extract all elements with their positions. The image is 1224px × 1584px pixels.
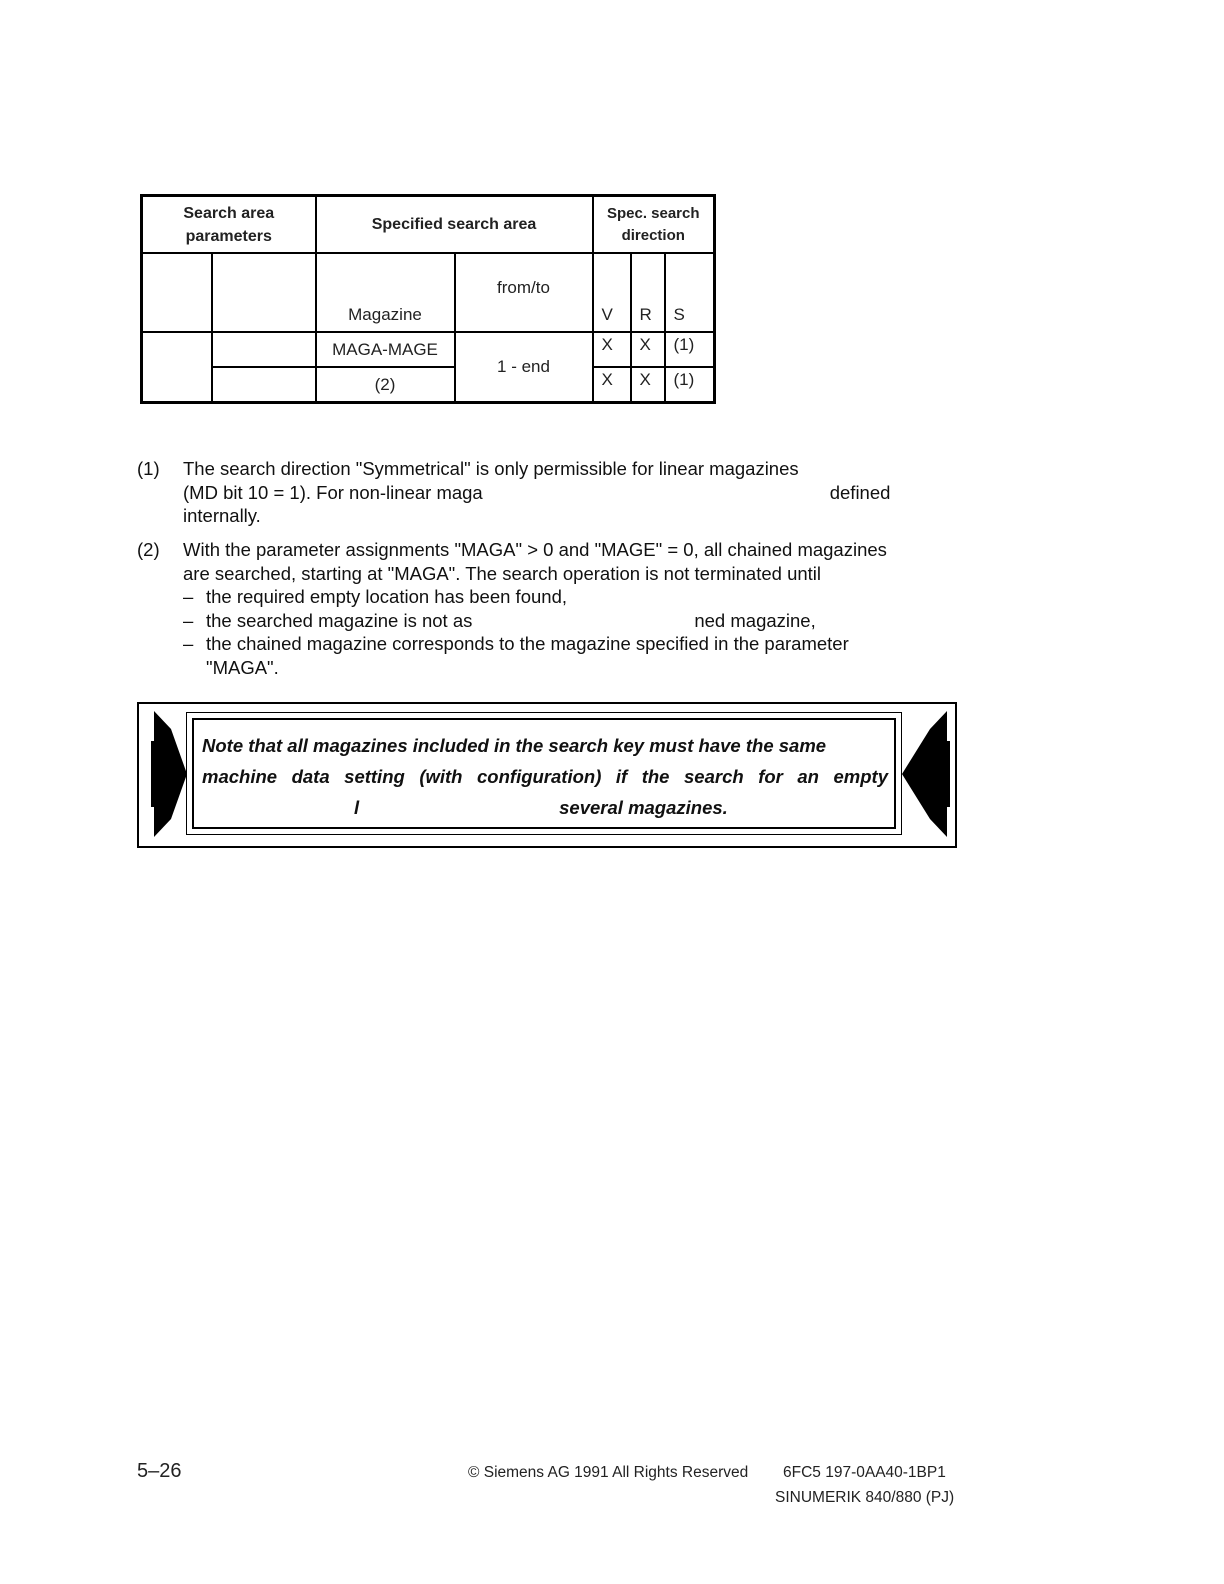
cell-range: 1 - end [455, 332, 593, 403]
list-item-continuation: "MAGA". [206, 656, 279, 678]
header-search-area-parameters: Search area parameters [142, 196, 316, 254]
empty-cell [212, 253, 316, 332]
notice-box [137, 702, 957, 848]
empty-cell [212, 332, 316, 367]
header-specified-search-area: Specified search area [316, 196, 593, 254]
cell-s: (1) [665, 332, 715, 367]
footnote-text: With the parameter assignments "MAGA" > 0 and "MAGE" = 0, all chained magazines [183, 539, 887, 560]
table-row [142, 332, 715, 367]
cell-magazine: MAGA-MAGE [316, 332, 455, 367]
empty-cell [142, 253, 212, 332]
footnote-text: internally. [183, 505, 261, 526]
column-magazine: Magazine [316, 253, 455, 332]
footnote-1 [137, 457, 937, 528]
footnote-number: (1) [137, 458, 160, 479]
header-spec-search-direction: Spec. search direction [593, 196, 715, 254]
cell-magazine: (2) [316, 367, 455, 403]
notice-frame-inner [192, 718, 896, 829]
column-s: S [665, 253, 715, 332]
cell-s: (1) [665, 367, 715, 403]
footnote-text: are searched, starting at "MAGA". The search operation is not terminated until [183, 562, 822, 584]
notice-frame [186, 712, 902, 835]
column-from-to: from/to [455, 253, 593, 332]
arrow-left-icon [902, 711, 950, 837]
footnote-number: (2) [137, 539, 160, 560]
search-area-table [140, 194, 716, 404]
column-r: R [631, 253, 665, 332]
copyright-text: © Siemens AG 1991 All Rights Reserved [468, 1464, 749, 1481]
cell-r: X [631, 367, 665, 403]
arrow-right-icon [151, 711, 187, 837]
list-item: – the required empty location has been found, [183, 586, 567, 607]
table-row [142, 367, 715, 403]
footnote-text: The search direction "Symmetrical" is only permissible for linear magazines [183, 458, 799, 479]
footnote-2 [137, 538, 937, 679]
column-v: V [593, 253, 631, 332]
cell-r: X [631, 332, 665, 367]
empty-cell [142, 332, 212, 403]
cell-v: X [593, 332, 631, 367]
order-number: 6FC5 197-0AA40-1BP1 [783, 1464, 946, 1481]
empty-cell [212, 367, 316, 403]
list-item: – the searched magazine is not as ned magazine, [183, 609, 816, 631]
notice-text: Note that all magazines included in the search key must have the same machine data setting (with configuration) if the search for an empty l several magazines. [202, 735, 888, 818]
list-item: – the chained magazine corresponds to the magazine specified in the parameter [183, 633, 849, 654]
product-name: SINUMERIK 840/880 (PJ) [775, 1489, 955, 1506]
footnote-text: (MD bit 10 = 1). For non-linear maga defined [183, 481, 891, 503]
page-number: 5–26 [137, 1460, 182, 1482]
cell-v: X [593, 367, 631, 403]
